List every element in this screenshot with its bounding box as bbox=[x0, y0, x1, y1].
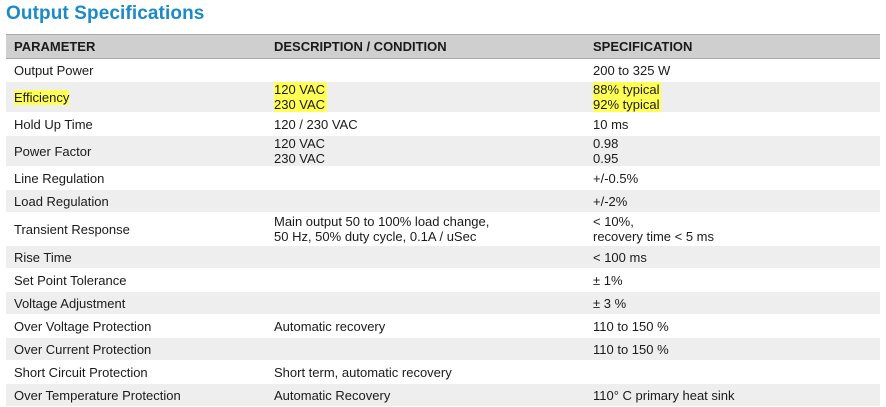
cell-specification-line: < 100 ms bbox=[593, 249, 647, 265]
cell-description-line: 230 VAC bbox=[274, 97, 326, 112]
cell-specification bbox=[584, 82, 880, 112]
table-body bbox=[6, 59, 880, 407]
cell-specification bbox=[584, 171, 880, 186]
table-row bbox=[6, 315, 880, 338]
cell-specification bbox=[584, 250, 880, 265]
cell-parameter bbox=[6, 250, 266, 265]
cell-description-line: 120 VAC bbox=[274, 82, 326, 97]
column-header-parameter: PARAMETER bbox=[14, 39, 96, 54]
cell-description bbox=[266, 365, 584, 380]
cell-parameter bbox=[6, 171, 266, 186]
table-row bbox=[6, 82, 880, 113]
cell-description bbox=[266, 136, 584, 166]
cell-specification bbox=[584, 388, 880, 403]
cell-specification-line: +/-0.5% bbox=[593, 170, 639, 186]
parameter-text: Power Factor bbox=[14, 143, 92, 159]
cell-specification-line: < 10%, bbox=[593, 214, 634, 229]
cell-parameter bbox=[6, 296, 266, 311]
table-header bbox=[6, 34, 880, 59]
cell-description bbox=[266, 388, 584, 403]
cell-description bbox=[266, 319, 584, 334]
cell-description-line: Automatic Recovery bbox=[274, 387, 391, 403]
table-row bbox=[6, 213, 880, 246]
cell-specification-line: 110 to 150 % bbox=[593, 341, 669, 357]
table-row bbox=[6, 167, 880, 190]
cell-specification bbox=[584, 273, 880, 288]
cell-specification bbox=[584, 319, 880, 334]
table-row bbox=[6, 361, 880, 384]
parameter-text: Voltage Adjustment bbox=[14, 295, 126, 311]
parameter-text: Transient Response bbox=[14, 221, 130, 237]
cell-specification-line: recovery time < 5 ms bbox=[593, 229, 715, 244]
cell-description-line: 50 Hz, 50% duty cycle, 0.1A / uSec bbox=[274, 229, 477, 244]
cell-parameter bbox=[6, 222, 266, 237]
table-row bbox=[6, 338, 880, 361]
cell-specification-line: 88% typical bbox=[593, 82, 660, 97]
output-spec-table bbox=[6, 34, 880, 407]
cell-specification-line: 10 ms bbox=[593, 116, 629, 132]
cell-parameter bbox=[6, 144, 266, 159]
cell-parameter bbox=[6, 319, 266, 334]
table-row bbox=[6, 269, 880, 292]
cell-parameter bbox=[6, 63, 266, 78]
parameter-text: Load Regulation bbox=[14, 193, 109, 209]
cell-description-line: Short term, automatic recovery bbox=[274, 364, 452, 380]
parameter-text: Over Current Protection bbox=[14, 341, 152, 357]
cell-specification bbox=[584, 194, 880, 209]
cell-description-line: Automatic recovery bbox=[274, 318, 386, 334]
cell-description-line: 120 / 230 VAC bbox=[274, 116, 358, 132]
cell-parameter bbox=[6, 388, 266, 403]
parameter-text: Over Temperature Protection bbox=[14, 387, 181, 403]
parameter-text: Hold Up Time bbox=[14, 116, 93, 132]
parameter-text: Rise Time bbox=[14, 249, 72, 265]
cell-parameter bbox=[6, 194, 266, 209]
table-row bbox=[6, 246, 880, 269]
cell-parameter bbox=[6, 365, 266, 380]
cell-specification bbox=[584, 342, 880, 357]
cell-specification bbox=[584, 214, 880, 244]
table-row bbox=[6, 136, 880, 167]
table-row bbox=[6, 292, 880, 315]
parameter-text: Set Point Tolerance bbox=[14, 272, 127, 288]
parameter-text: Output Power bbox=[14, 62, 94, 78]
cell-description bbox=[266, 82, 584, 112]
cell-parameter bbox=[6, 342, 266, 357]
cell-specification bbox=[584, 63, 880, 78]
cell-specification-line: 110° C primary heat sink bbox=[593, 387, 735, 403]
table-row bbox=[6, 113, 880, 136]
cell-specification-line: 0.95 bbox=[593, 151, 619, 166]
page-title: Output Specifications bbox=[6, 3, 205, 24]
cell-specification-line: ± 3 % bbox=[593, 295, 627, 311]
cell-specification-line: 92% typical bbox=[593, 97, 660, 112]
cell-description-line: Main output 50 to 100% load change, bbox=[274, 214, 490, 229]
cell-specification-line: ± 1% bbox=[593, 272, 623, 288]
cell-parameter bbox=[6, 117, 266, 132]
parameter-text: Over Voltage Protection bbox=[14, 318, 152, 334]
column-header-specification: SPECIFICATION bbox=[593, 39, 693, 54]
parameter-text: Efficiency bbox=[14, 89, 70, 105]
column-header-description: DESCRIPTION / CONDITION bbox=[274, 39, 447, 54]
table-row bbox=[6, 59, 880, 82]
cell-description bbox=[266, 214, 584, 244]
cell-specification-line: 0.98 bbox=[593, 136, 619, 151]
cell-specification bbox=[584, 136, 880, 166]
cell-specification-line: 110 to 150 % bbox=[593, 318, 669, 334]
cell-description bbox=[266, 117, 584, 132]
cell-specification-line: +/-2% bbox=[593, 193, 628, 209]
cell-parameter bbox=[6, 273, 266, 288]
cell-parameter bbox=[6, 90, 266, 105]
cell-description-line: 230 VAC bbox=[274, 151, 326, 166]
cell-description-line: 120 VAC bbox=[274, 136, 326, 151]
table-row bbox=[6, 190, 880, 213]
parameter-text: Line Regulation bbox=[14, 170, 105, 186]
cell-specification-line: 200 to 325 W bbox=[593, 62, 671, 78]
cell-specification bbox=[584, 117, 880, 132]
parameter-text: Short Circuit Protection bbox=[14, 364, 148, 380]
cell-specification bbox=[584, 296, 880, 311]
